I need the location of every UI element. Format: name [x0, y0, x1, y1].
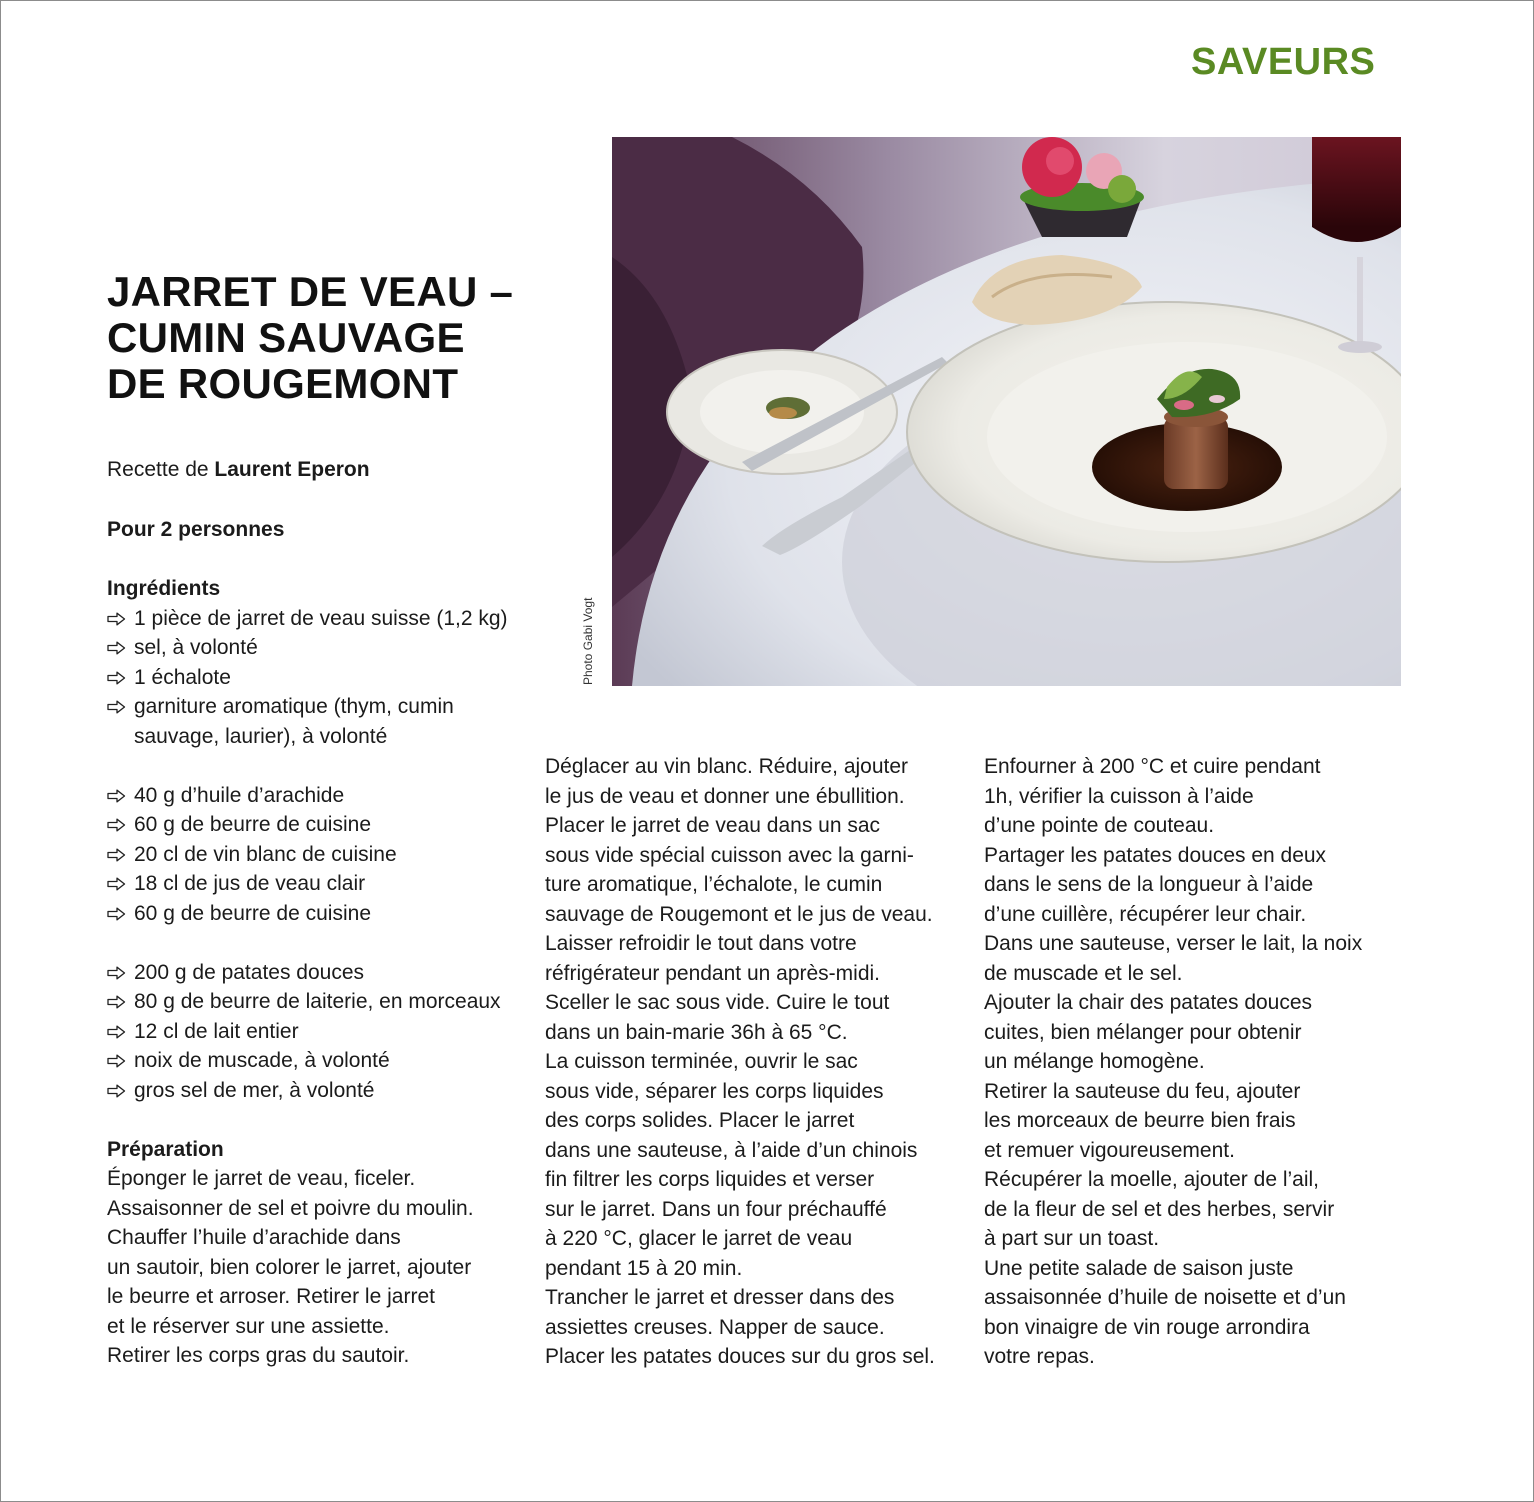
ingredient-group	[107, 604, 527, 752]
ingredient-text-line: sauvage, laurier), à volonté	[134, 724, 388, 748]
column-2	[545, 752, 965, 1372]
text-line: le beurre et arroser. Retirer le jarret	[107, 1285, 435, 1308]
text-line: Trancher le jarret et dresser dans des	[545, 1286, 895, 1309]
ingredient-item	[107, 869, 527, 899]
ingredient-item	[107, 633, 527, 663]
text-line: Assaisonner de sel et poivre du moulin.	[107, 1196, 474, 1220]
text-line: fin filtrer les corps liquides et verser	[545, 1168, 875, 1191]
text-line: assaisonnée d’huile de noisette et d’un	[984, 1286, 1346, 1309]
text-line: Dans une sauteuse, verser le lait, la noix	[984, 932, 1363, 955]
text-line: sur le jarret. Dans un four préchauffé	[545, 1197, 887, 1221]
ingredient-text: 20 cl de vin blanc de cuisine	[134, 842, 397, 866]
ingredient-item	[107, 663, 527, 693]
text-line: ture aromatique, l’échalote, le cumin	[545, 873, 883, 896]
ingredient-text: 40 g d’huile d’arachide	[134, 783, 345, 807]
title-line: JARRET DE VEAU –	[107, 268, 514, 315]
ingredient-item	[107, 781, 527, 811]
text-line: Retirer la sauteuse du feu, ajouter	[984, 1079, 1301, 1103]
outline-arrow-right-icon	[107, 810, 134, 840]
preparation-text	[107, 1164, 527, 1371]
ingredient-item	[107, 604, 527, 634]
text-line: Laisser refroidir le tout dans votre	[545, 932, 857, 955]
text-line: 1h, vérifier la cuisson à l’aide	[984, 784, 1254, 808]
text-line: les morceaux de beurre bien frais	[984, 1109, 1296, 1132]
text-line: Une petite salade de saison juste	[984, 1256, 1294, 1280]
ingredient-text: 12 cl de lait entier	[134, 1019, 299, 1043]
outline-arrow-right-icon	[107, 633, 134, 663]
text-line: sous vide, séparer les corps liquides	[545, 1079, 884, 1103]
text-line: Partager les patates douces en deux	[984, 843, 1327, 867]
text-line: pendant 15 à 20 min.	[545, 1256, 743, 1280]
outline-arrow-right-icon	[107, 840, 134, 870]
servings: Pour 2 personnes	[107, 517, 285, 541]
text-line: Retirer les corps gras du sautoir.	[107, 1344, 410, 1367]
text-line: des corps solides. Placer le jarret	[545, 1109, 855, 1132]
outline-arrow-right-icon	[107, 1017, 134, 1047]
text-line: de muscade et le sel.	[984, 961, 1183, 985]
text-line: dans un bain-marie 36h à 65 °C.	[545, 1020, 848, 1044]
text-line: Placer le jarret de veau dans un sac	[545, 814, 881, 837]
text-line: Récupérer la moelle, ajouter de l’ail,	[984, 1168, 1320, 1191]
text-line: le jus de veau et donner une ébullition.	[545, 784, 905, 808]
text-line: Ajouter la chair des patates douces	[984, 991, 1313, 1014]
ingredient-item	[107, 899, 527, 929]
title-line: DE ROUGEMONT	[107, 360, 459, 407]
text-line: d’une pointe de couteau.	[984, 814, 1215, 837]
ingredient-group	[107, 958, 527, 1106]
ingredient-item	[107, 958, 527, 988]
text-line: bon vinaigre de vin rouge arrondira	[984, 1315, 1310, 1339]
byline	[107, 455, 527, 485]
text-line: sous vide spécial cuisson avec la garni-	[545, 843, 914, 867]
ingredients-heading: Ingrédients	[107, 577, 221, 600]
ingredient-text: noix de muscade, à volonté	[134, 1049, 390, 1072]
ingredient-item	[107, 810, 527, 840]
ingredient-text: sel, à volonté	[134, 636, 258, 659]
text-line: La cuisson terminée, ouvrir le sac	[545, 1050, 858, 1073]
text-line: Enfourner à 200 °C et cuire pendant	[984, 755, 1321, 778]
text-line: Placer les patates douces sur du gros sel.	[545, 1345, 935, 1368]
ingredient-item	[107, 840, 527, 870]
text-line: un mélange homogène.	[984, 1050, 1205, 1073]
text-line: votre repas.	[984, 1345, 1095, 1368]
ingredient-item	[107, 692, 527, 751]
outline-arrow-right-icon	[107, 781, 134, 811]
text-line: Chauffer l’huile d’arachide dans	[107, 1226, 401, 1249]
outline-arrow-right-icon	[107, 663, 134, 693]
text-line: de la fleur de sel et des herbes, servir	[984, 1197, 1335, 1221]
text-line: Éponger le jarret de veau, ficeler.	[107, 1167, 416, 1190]
text-line: à part sur un toast.	[984, 1227, 1160, 1250]
text-line: Sceller le sac sous vide. Cuire le tout	[545, 991, 890, 1014]
text-line: et remuer vigoureusement.	[984, 1138, 1235, 1162]
byline-prefix: Recette de	[107, 458, 215, 481]
ingredient-text: 60 g de beurre de cuisine	[134, 901, 371, 925]
text-line: cuites, bien mélanger pour obtenir	[984, 1020, 1302, 1044]
preparation-heading: Préparation	[107, 1137, 224, 1161]
text-line: d’une cuillère, récupérer leur chair.	[984, 902, 1307, 926]
outline-arrow-right-icon	[107, 987, 134, 1017]
outline-arrow-right-icon	[107, 958, 134, 988]
dish-photo	[612, 137, 1401, 686]
text-line: et le réserver sur une assiette.	[107, 1314, 390, 1338]
outline-arrow-right-icon	[107, 899, 134, 929]
ingredient-group	[107, 781, 527, 929]
column-1	[107, 455, 527, 1371]
outline-arrow-right-icon	[107, 869, 134, 899]
outline-arrow-right-icon	[107, 604, 134, 634]
column-3	[984, 752, 1404, 1372]
text-line: Déglacer au vin blanc. Réduire, ajouter	[545, 755, 909, 778]
ingredient-text: 80 g de beurre de laiterie, en morceaux	[134, 990, 501, 1013]
ingredient-item	[107, 1076, 527, 1106]
ingredient-item	[107, 987, 527, 1017]
author-name: Laurent Eperon	[214, 458, 370, 481]
text-line: dans le sens de la longueur à l’aide	[984, 873, 1314, 896]
outline-arrow-right-icon	[107, 1046, 134, 1076]
ingredient-text-line: garniture aromatique (thym, cumin	[134, 695, 454, 718]
outline-arrow-right-icon	[107, 1076, 134, 1106]
text-line: un sautoir, bien colorer le jarret, ajouter	[107, 1255, 472, 1279]
ingredient-text	[134, 692, 454, 751]
text-line: assiettes creuses. Napper de sauce.	[545, 1315, 885, 1339]
ingredient-text: 1 échalote	[134, 665, 231, 689]
ingredient-text: 18 cl de jus de veau clair	[134, 872, 366, 895]
title-line: CUMIN SAUVAGE	[107, 314, 465, 361]
ingredient-text: 200 g de patates douces	[134, 960, 365, 984]
text-line: réfrigérateur pendant un après-midi.	[545, 961, 881, 985]
text-line: sauvage de Rougemont et le jus de veau.	[545, 902, 933, 926]
outline-arrow-right-icon	[107, 692, 134, 751]
ingredient-item	[107, 1046, 527, 1076]
ingredient-text: 1 pièce de jarret de veau suisse (1,2 kg)	[134, 606, 508, 630]
text-line: à 220 °C, glacer le jarret de veau	[545, 1227, 853, 1250]
ingredient-item	[107, 1017, 527, 1047]
ingredient-text: gros sel de mer, à volonté	[134, 1078, 375, 1102]
ingredient-text: 60 g de beurre de cuisine	[134, 813, 371, 836]
section-rubric: SAVEURS	[1191, 41, 1376, 83]
recipe-title	[107, 269, 587, 407]
photo-credit: Photo Gabi Vogt	[581, 597, 595, 685]
text-line: dans une sauteuse, à l’aide d’un chinois	[545, 1138, 918, 1162]
